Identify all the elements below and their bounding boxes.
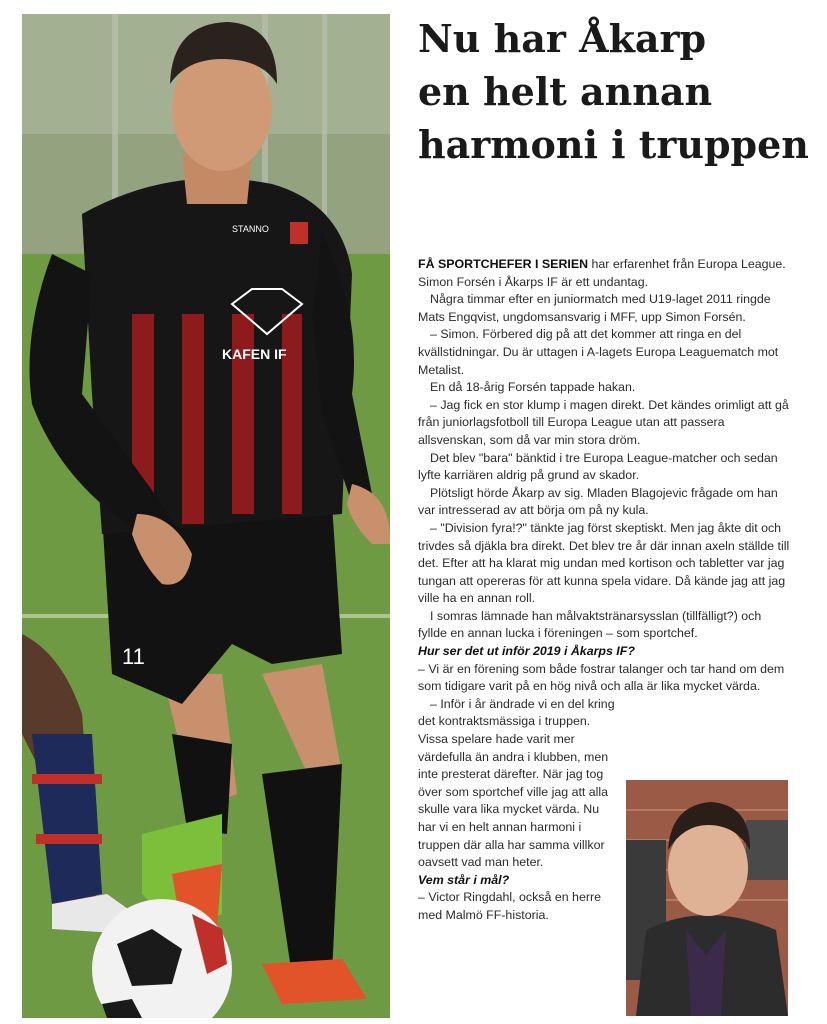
- headline-line: harmoni i truppen: [418, 122, 809, 167]
- paragraph: – Inför i år ändrade vi en del kring det kontraktsmässiga i truppen. Vissa spelare hade varit mer värdefulla än andra i klubben, men inte presterat därefter. När jag tog över som sportchef ville jag att alla skulle vara lika mycket värda. Nu har vi en helt annan harmoni i truppen där alla har samma villkor oavsett vad man heter.: [418, 696, 615, 870]
- main-player-photo: [22, 14, 390, 1018]
- portrait-photo: [626, 780, 788, 1016]
- paragraph: Några timmar efter en juniormatch med U19-laget 2011 ringde Mats Engqvist, ungdomsansvarig i MFF, upp Simon Forsén.: [418, 292, 771, 324]
- paragraph: Plötsligt hörde Åkarp av sig. Mladen Blagojevic frågade om han var intresserad av att börja om på ny kula.: [418, 485, 778, 518]
- brand-text: STANNO: [232, 224, 269, 234]
- paragraph: [418, 256, 790, 291]
- headline-line: en helt annan: [418, 69, 713, 114]
- paragraph: Det blev "bara" bänktid i tre Europa League-matcher och sedan lyfte karriären aldrig på grund av skador.: [418, 450, 778, 483]
- paragraph: – Victor Ringdahl, också en herre med Malmö FF-historia.: [418, 890, 601, 922]
- shirt-number: 11: [122, 644, 145, 669]
- sponsor-text: KAFEN IF: [222, 346, 287, 362]
- paragraph: – Simon. Förbered dig på att det kommer att ringa en del kvällstidningar. Du är uttagen i A-lagets Europa Leaguematch mot Metalist.: [418, 327, 779, 377]
- lead-in: FÅ SPORTCHEFER I SERIEN: [418, 257, 589, 271]
- paragraph-text: har erfarenhet från Europa League. Simon Forsén i Åkarps IF är ett undantag.: [418, 257, 786, 289]
- portrait-illustration: [626, 780, 788, 1016]
- headline: [418, 12, 818, 171]
- soccer-player-illustration: [22, 14, 390, 1018]
- headline-line: Nu har Åkarp: [418, 16, 707, 61]
- paragraph: I somras lämnade han målvaktstränarsysslan (tillfälligt?) och fyllde en annan lucka i föreningen – som sportchef.: [418, 608, 762, 641]
- paragraph: – Vi är en förening som både fostrar talanger och tar hand om dem som tidigare varit på en hög nivå och alla är lika mycket värda.: [418, 661, 785, 694]
- paragraph: – Jag fick en stor klump i magen direkt. Det kändes orimligt att gå från juniorlagsfotboll till Europa League utan att passera allsvenskan, som då var min stora dröm.: [418, 397, 789, 447]
- question: Hur ser det ut inför 2019 i Åkarps IF?: [418, 644, 635, 659]
- paragraph: En då 18-årig Forsén tappade hakan.: [430, 380, 636, 395]
- question: Vem står i mål?: [418, 872, 510, 887]
- paragraph: – "Division fyra!?" tänkte jag först skeptiskt. Men jag åkte dit och trivdes så djäkla bra direkt. Det blev tre år där innan axeln ställde till det. Efter att ha klarat mig undan med kortison och tabletter var jag tungan att opereras för att kunna spela vidare. Då kände jag att jag ville ha en annan roll.: [418, 520, 790, 606]
